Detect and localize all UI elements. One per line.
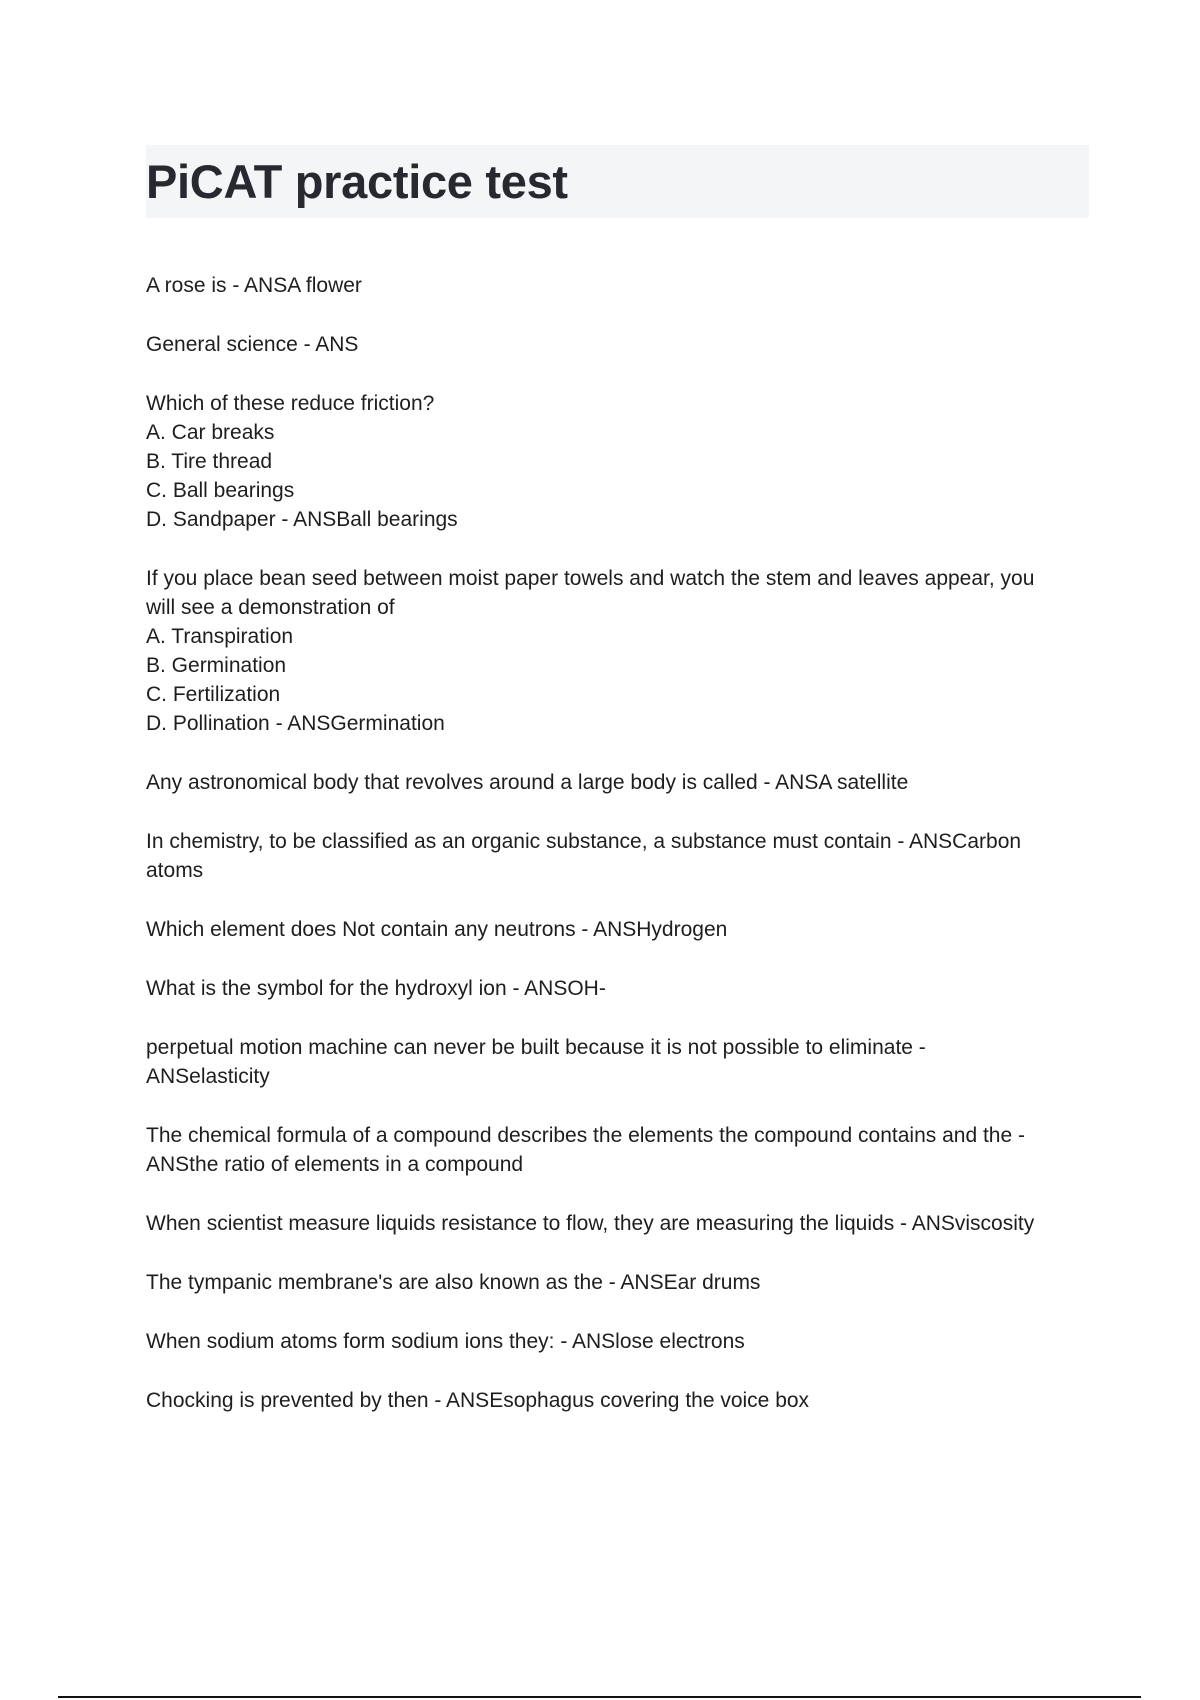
question-item [146,389,1091,534]
question-item [146,1327,1091,1356]
question-line: ANSelasticity [146,1065,270,1088]
question-item [146,271,1091,300]
question-line: A rose is - ANSA flower [146,274,362,297]
page-title: PiCAT practice test [146,155,568,208]
footer-divider [58,1696,1141,1698]
question-line: B. Germination [146,654,287,677]
question-line: B. Tire thread [146,450,273,473]
question-item [146,1268,1091,1297]
question-line: Chocking is prevented by then - ANSEsophagus covering the voice box [146,1389,810,1412]
question-line: In chemistry, to be classified as an organic substance, a substance must contain - ANSCarbon [146,830,1022,853]
question-line: ANSthe ratio of elements in a compound [146,1153,524,1176]
question-item [146,1121,1091,1179]
question-line: will see a demonstration of [146,596,395,619]
question-line: General science - ANS [146,333,359,356]
question-item [146,827,1091,885]
question-line: What is the symbol for the hydroxyl ion - ANSOH- [146,977,606,1000]
question-item [146,1386,1091,1415]
question-line: Any astronomical body that revolves around a large body is called - ANSA satellite [146,771,909,794]
question-line: Which element does Not contain any neutrons - ANSHydrogen [146,918,728,941]
question-line: perpetual motion machine can never be built because it is not possible to eliminate - [146,1036,926,1059]
question-line: D. Pollination - ANSGermination [146,712,445,735]
question-line: The chemical formula of a compound describes the elements the compound contains and the - [146,1124,1025,1147]
question-line: When sodium atoms form sodium ions they: - ANSlose electrons [146,1330,745,1353]
question-item [146,915,1091,944]
question-line: C. Ball bearings [146,479,295,502]
question-line: A. Car breaks [146,421,275,444]
question-list [146,271,1091,1445]
question-line: D. Sandpaper - ANSBall bearings [146,508,458,531]
question-line: C. Fertilization [146,683,281,706]
question-item [146,1209,1091,1238]
question-line: If you place bean seed between moist paper towels and watch the stem and leaves appear, you [146,567,1035,590]
question-item [146,768,1091,797]
question-line: atoms [146,859,204,882]
question-line: When scientist measure liquids resistance to flow, they are measuring the liquids - ANSviscosity [146,1212,1035,1235]
question-line: The tympanic membrane's are also known as the - ANSEar drums [146,1271,761,1294]
question-item [146,330,1091,359]
question-line: Which of these reduce friction? [146,392,435,415]
question-item [146,974,1091,1003]
question-line: A. Transpiration [146,625,294,648]
question-item [146,564,1091,738]
question-item [146,1033,1091,1091]
